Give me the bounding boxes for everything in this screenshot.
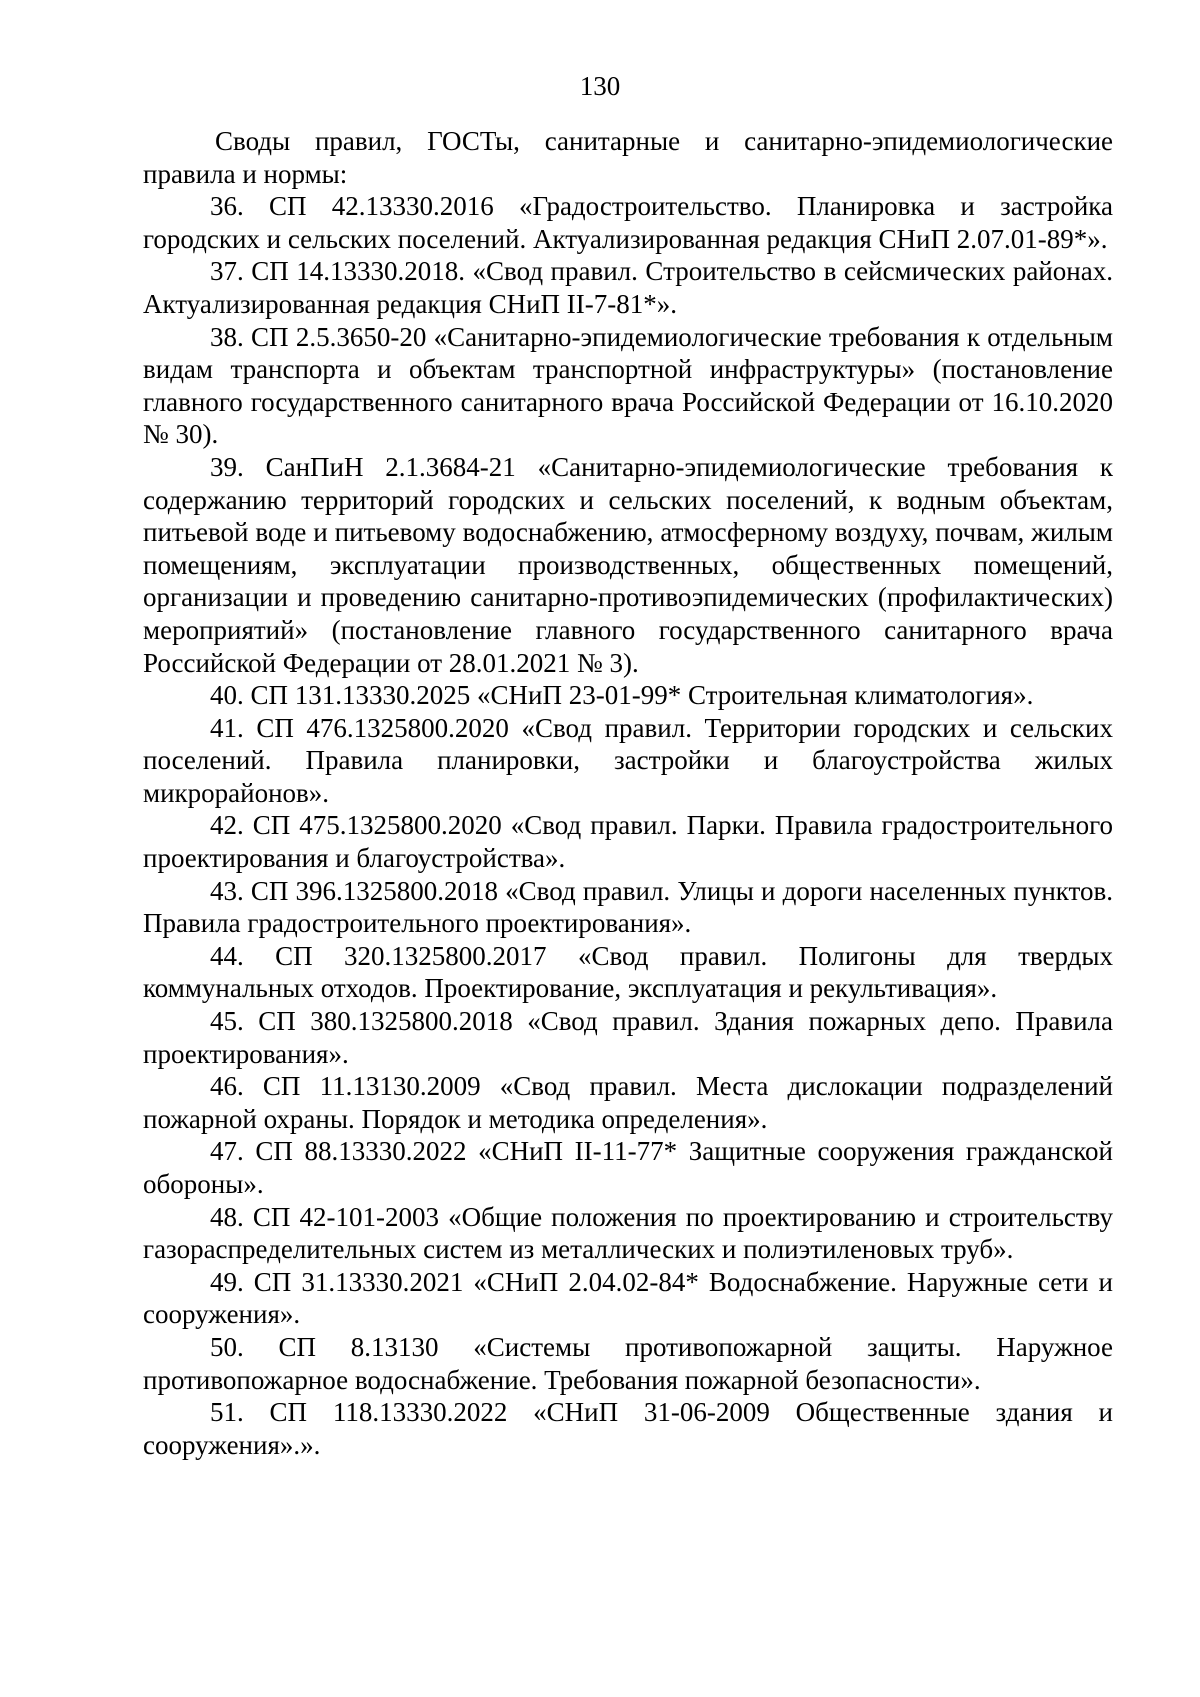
page-number: 130 xyxy=(579,71,621,101)
list-item-50: 50. СП 8.13130 «Системы противопожарной защиты. Наружное противопожарное водоснабжение. Требования пожарной безопасности». xyxy=(143,1331,1113,1395)
document-body xyxy=(143,125,1113,1461)
list-item-43: 43. СП 396.1325800.2018 «Свод правил. Улицы и дороги населенных пунктов. Правила градостроительного проектирования». xyxy=(143,875,1113,939)
list-item-45: 45. СП 380.1325800.2018 «Свод правил. Здания пожарных депо. Правила проектирования». xyxy=(143,1006,1113,1069)
list-item-39: 39. СанПиН 2.1.3684-21 «Санитарно-эпидемиологические требования к содержанию территорий городских и сельских поселений, к водным объектам, питьевой воде и питьевому водоснабжению, атмосферному воздуху, почвам, жилым помещениям, эксплуатации производственных, общественных помещений, организации и проведению санитарно-противоэпидемических (профилактических) мероприятий» (постановление главного государственного санитарного врача Российской Федерации от 28.01.2021 № 3). xyxy=(143,451,1113,678)
list-item-47: 47. СП 88.13330.2022 «СНиП II-11-77* Защитные сооружения гражданской обороны». xyxy=(143,1136,1113,1199)
list-item-51: 51. СП 118.13330.2022 «СНиП 31-06-2009 Общественные здания и сооружения».». xyxy=(143,1397,1113,1460)
list-item-48: 48. СП 42-101-2003 «Общие положения по проектированию и строительству газораспределительных систем из металлических и полиэтиленовых труб». xyxy=(143,1201,1113,1265)
list-item-38: 38. СП 2.5.3650-20 «Санитарно-эпидемиологические требования к отдельным видам транспорта и объектам транспортной инфраструктуры» (постановление главного государственного санитарного врача Российской Федерации от 16.10.2020 № 30). xyxy=(143,321,1113,450)
list-item-41: 41. СП 476.1325800.2020 «Свод правил. Территории городских и сельских поселений. Правила планировки, застройки и благоустройства жилых микрорайонов». xyxy=(143,712,1113,808)
list-item-40: 40. СП 131.13330.2025 «СНиП 23-01-99* Строительная климатология». xyxy=(210,680,1034,711)
list-item-49: 49. СП 31.13330.2021 «СНиП 2.04.02-84* Водоснабжение. Наружные сети и сооружения». xyxy=(143,1266,1113,1330)
list-item-36: 36. СП 42.13330.2016 «Градостроительство. Планировка и застройка городских и сельских поселений. Актуализированная редакция СНиП 2.07.01-89*». xyxy=(143,191,1113,254)
list-item-44: 44. СП 320.1325800.2017 «Свод правил. Полигоны для твердых коммунальных отходов. Проектирование, эксплуатация и рекультивация». xyxy=(143,940,1113,1004)
intro-paragraph: Своды правил, ГОСТы, санитарные и санитарно-эпидемиологические правила и нормы: xyxy=(143,126,1113,189)
list-item-42: 42. СП 475.1325800.2020 «Свод правил. Парки. Правила градостроительного проектирования и благоустройства». xyxy=(143,810,1113,874)
list-item-37: 37. СП 14.13330.2018. «Свод правил. Строительство в сейсмических районах. Актуализированная редакция СНиП II-7-81*». xyxy=(143,256,1113,319)
list-item-46: 46. СП 11.13130.2009 «Свод правил. Места дислокации подразделений пожарной охраны. Порядок и методика определения». xyxy=(143,1071,1113,1134)
